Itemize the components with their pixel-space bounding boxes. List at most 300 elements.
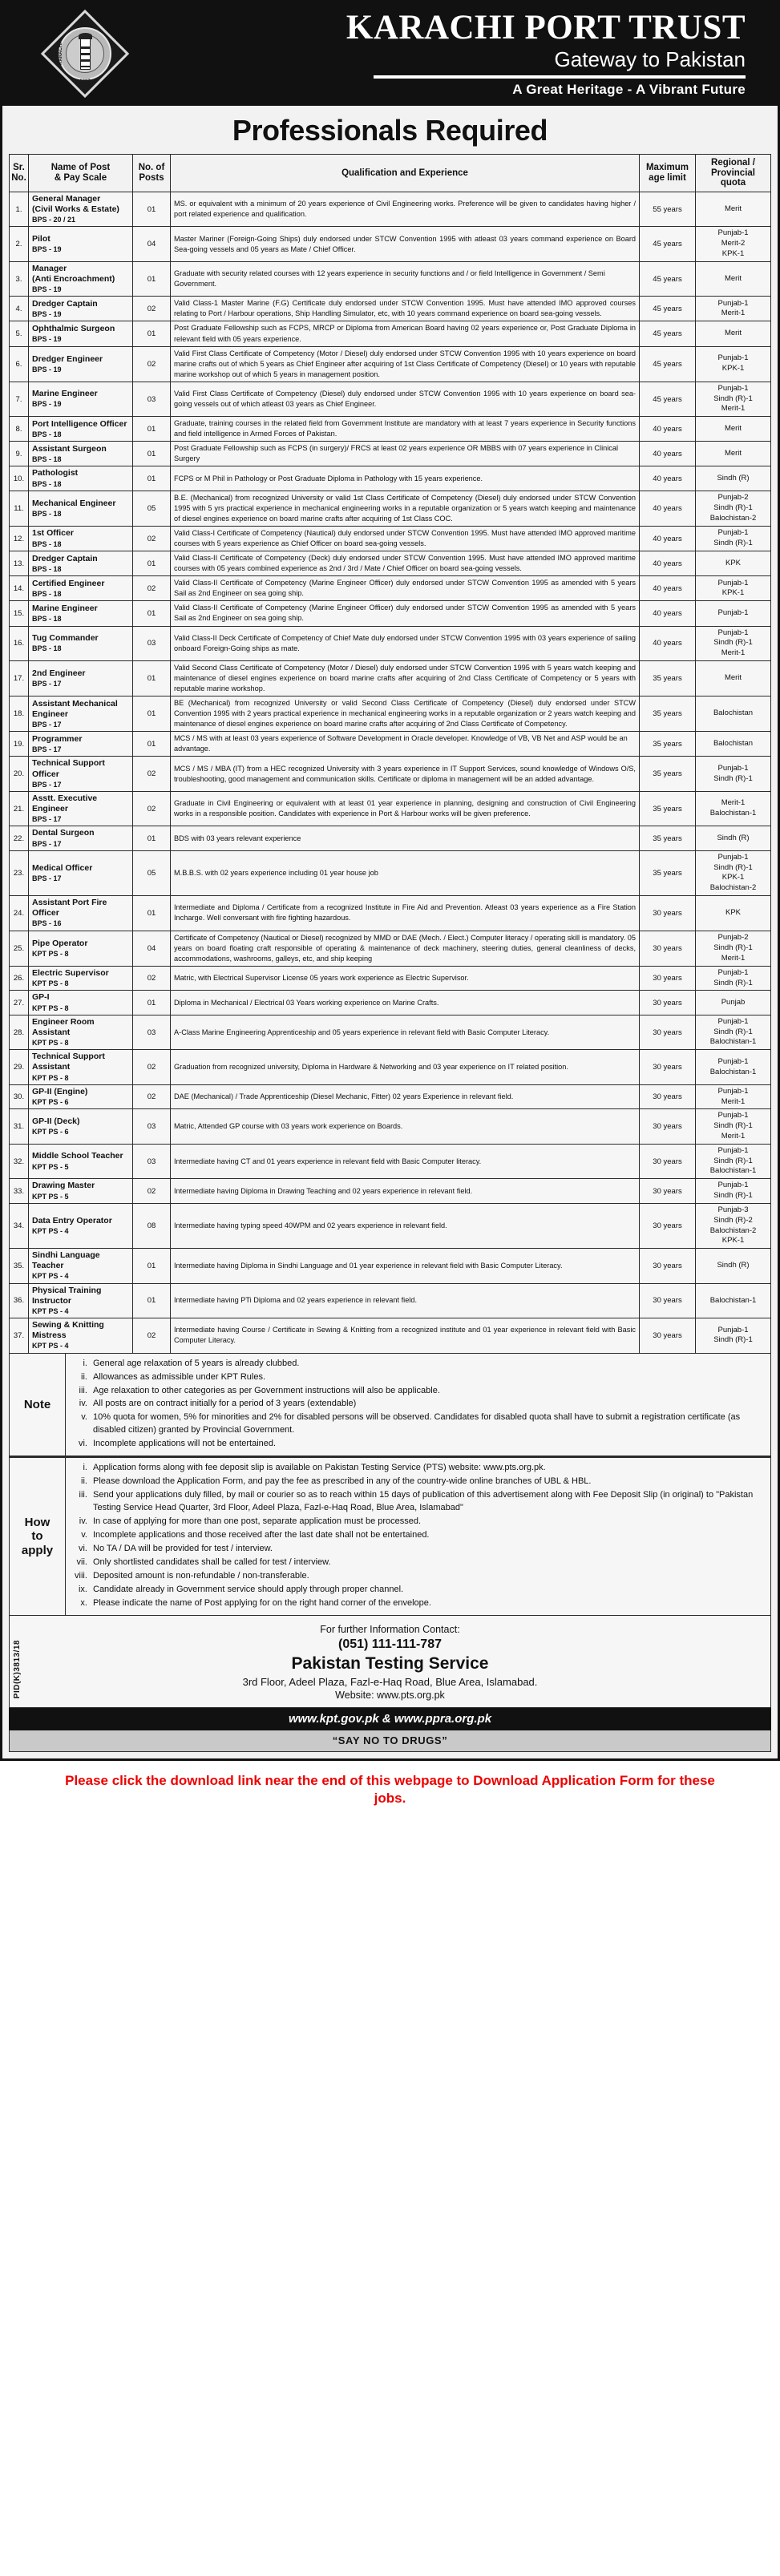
quota-entry: Sindh (R) (717, 833, 750, 842)
cell-qualification: Valid Class-II Certificate of Competency (Marine Engineer Officer) duly endorsed under STCW Convention 1995 as amended with 5 years Sail as 2nd Engineer on sea going ship. (171, 576, 640, 601)
cell-no-of-posts: 02 (133, 1084, 171, 1109)
post-title: Ophthalmic Surgeon (32, 323, 115, 333)
quota-entry: Punjab-1 (717, 298, 749, 308)
cell-age-limit: 35 years (640, 826, 696, 850)
table-row (10, 732, 771, 757)
quota-entry: Sindh (R)-1 (713, 1335, 753, 1345)
kpt-logo (25, 10, 145, 97)
how-to-apply-item: vii. Only shortlisted candidates shall be called for test / interview. (90, 1557, 764, 1569)
cell-no-of-posts: 02 (133, 966, 171, 991)
cell-quota (696, 850, 771, 895)
pay-scale: KPT PS - 8 (32, 949, 69, 958)
cell-post-name (29, 850, 133, 895)
post-title: Programmer (32, 733, 83, 744)
how-to-apply-item: i. Application forms along with fee deposit slip is available on Pakistan Testing Service (PTS) website: www.pts.org.pk. (90, 1462, 764, 1475)
cell-quota (696, 931, 771, 966)
cell-age-limit: 35 years (640, 696, 696, 732)
cell-age-limit: 45 years (640, 297, 696, 321)
cell-qualification: Graduate, training courses in the related field from Government Institute are mandatory with at least 7 years experience in Security functions and field intelligence in Armed Forces of Pakistan. (171, 417, 640, 442)
org-slogan: A Great Heritage - A Vibrant Future (512, 82, 746, 98)
cell-post-name (29, 966, 133, 991)
post-title-line2: Instructor (32, 1295, 72, 1306)
org-title: KARACHI PORT TRUST (346, 8, 746, 46)
cell-sr-no: 15. (10, 601, 29, 626)
say-no-to-drugs-bar: “SAY NO TO DRUGS” (9, 1730, 771, 1752)
table-row (10, 896, 771, 931)
cell-sr-no: 9. (10, 442, 29, 466)
pay-scale: KPT PS - 5 (32, 1162, 69, 1171)
cell-quota (696, 1084, 771, 1109)
quota-entry: Sindh (R)-1 (713, 978, 753, 987)
post-title: Asstt. Executive (32, 793, 98, 803)
cell-post-name (29, 626, 133, 660)
contact-heading: For further Information Contact: (320, 1623, 460, 1635)
quota-entry: KPK-1 (721, 364, 745, 373)
cell-age-limit: 30 years (640, 1318, 696, 1354)
table-row (10, 601, 771, 626)
pay-scale: BPS - 19 (32, 400, 62, 409)
quota-entry: Punjab-1 (717, 763, 749, 773)
cell-age-limit: 40 years (640, 442, 696, 466)
cell-post-name (29, 601, 133, 626)
quota-entry: Balochistan-1 (709, 1037, 757, 1047)
pay-scale: KPT PS - 6 (32, 1098, 69, 1107)
pay-scale: BPS - 17 (32, 745, 62, 753)
quota-entry: Merit (724, 204, 742, 213)
cell-qualification: Valid First Class Certificate of Competency (Motor / Diesel) duly endorsed under STCW Convention 1995 with 10 years experience on board marine crafts out of which 5 years as Chief Engineer after acquiring of 1st Class Certificate of Competency (Diesel) or 10 years with reputable marine workshop out of which 5 years in management position. (171, 346, 640, 382)
cell-no-of-posts: 01 (133, 551, 171, 576)
how-to-apply-item: ii. Please download the Application Form, and pay the fee as prescribed in any of the country-wide online branches of UBL & HBL. (90, 1476, 764, 1488)
cell-quota (696, 1144, 771, 1178)
cell-age-limit: 30 years (640, 1144, 696, 1178)
table-row (10, 321, 771, 346)
logo-label-port: PORT (78, 23, 92, 29)
cell-no-of-posts: 03 (133, 1109, 171, 1144)
post-title: GP-II (Deck) (32, 1116, 80, 1126)
cell-post-name (29, 1203, 133, 1248)
quota-entry: Punjab-1 (717, 528, 749, 538)
org-tagline: Gateway to Pakistan (554, 46, 746, 71)
cell-qualification: Valid Second Class Certificate of Competency (Motor / Diesel) duly endorsed under STCW Convention 1995 with 5 years watch keeping and maintenance of diesel engines experience on board marine crafts after acquiring of 2nd Class Certificate of Competency or 5 years with reputable marine workshop. (171, 660, 640, 696)
cell-sr-no: 3. (10, 261, 29, 297)
quota-entry: Merit-1 (721, 1096, 746, 1106)
table-row (10, 466, 771, 491)
cell-no-of-posts: 04 (133, 227, 171, 261)
cell-no-of-posts: 01 (133, 192, 171, 227)
cell-age-limit: 40 years (640, 601, 696, 626)
cell-qualification: MS. or equivalent with a minimum of 20 years experience of Civil Engineering works. Preference will be given to candidates having higher / port related experience and qualification. (171, 192, 640, 227)
quota-entry: Merit-1 (721, 798, 746, 808)
pay-scale: BPS - 17 (32, 874, 62, 882)
contact-phone: (051) 111-111-787 (337, 1637, 442, 1651)
pay-scale: BPS - 18 (32, 589, 62, 598)
cell-post-name (29, 576, 133, 601)
how-to-apply-label (10, 1458, 66, 1614)
cell-quota (696, 346, 771, 382)
cell-qualification: Matric, with Electrical Supervisor License 05 years work experience as Electric Supervisor. (171, 966, 640, 991)
cell-quota (696, 576, 771, 601)
cell-age-limit: 55 years (640, 192, 696, 227)
cell-post-name (29, 297, 133, 321)
table-row (10, 826, 771, 850)
table-row (10, 757, 771, 792)
post-title: Assistant Port Fire (32, 898, 107, 908)
cell-qualification: Intermediate having Diploma in Sindhi Language and 01 year experience in relevant field with Basic Computer Literacy. (171, 1249, 640, 1284)
how-to-apply-section (9, 1456, 771, 1615)
quota-entry: Sindh (R)-1 (713, 773, 753, 783)
cell-age-limit: 30 years (640, 966, 696, 991)
cell-quota (696, 297, 771, 321)
quota-entry: Punjab-2 (717, 932, 749, 942)
cell-sr-no: 37. (10, 1318, 29, 1354)
page-title: Professionals Required (232, 114, 548, 147)
cell-qualification: Diploma in Mechanical / Electrical 03 Years working experience on Marine Crafts. (171, 991, 640, 1015)
cell-age-limit: 30 years (640, 931, 696, 966)
cell-qualification: Intermediate having Course / Certificate in Sewing & Knitting from a recognized institute and 01 year experience in relevant field with Basic Computer Literacy. (171, 1318, 640, 1354)
cell-quota (696, 321, 771, 346)
quota-entry: Punjab-1 (717, 1145, 749, 1155)
table-row (10, 297, 771, 321)
post-title: Assistant Surgeon (32, 443, 107, 454)
note-item: ii. Allowances as admissible under KPT Rules. (90, 1371, 764, 1384)
quota-entry: Sindh (R) (717, 473, 750, 482)
table-header-row (10, 155, 771, 192)
cell-sr-no: 26. (10, 966, 29, 991)
pay-scale: BPS - 18 (32, 539, 62, 548)
cell-no-of-posts: 01 (133, 261, 171, 297)
column-header-quota: Regional / Provincial quota (696, 155, 771, 192)
quota-entry: Punjab (721, 997, 746, 1007)
cell-age-limit: 40 years (640, 491, 696, 526)
how-to-apply-item: ix. Candidate already in Government service should apply through proper channel. (90, 1584, 764, 1597)
cell-quota (696, 660, 771, 696)
post-title: 2nd Engineer (32, 668, 86, 678)
cell-age-limit: 40 years (640, 527, 696, 551)
quota-entry: Merit (724, 329, 742, 338)
cell-quota (696, 601, 771, 626)
pay-scale: BPS - 18 (32, 454, 62, 463)
quota-entry: KPK (725, 907, 741, 917)
post-title: Technical Support (32, 758, 105, 769)
cell-no-of-posts: 08 (133, 1203, 171, 1248)
cell-qualification: FCPS or M Phil in Pathology or Post Graduate Diploma in Pathology with 15 years experience. (171, 466, 640, 491)
jobs-table (9, 154, 771, 1354)
quota-entry: Punjab-1 (717, 1016, 749, 1026)
note-item: iii. Age relaxation to other categories as per Government instructions will also be applicable. (90, 1385, 764, 1398)
cell-qualification: B.E. (Mechanical) from recognized University or valid 1st Class Certificate of Competency (Diesel) duly endorsed under STCW Convention 1995 with 5 yrs practical experience in mechanical engineering works in a reputable organization or 5 years watch keeping and maintenance of diesel engines experience on board marine crafts after acquiring of 1st Class COC. (171, 491, 640, 526)
cell-post-name (29, 791, 133, 826)
contact-section (9, 1616, 771, 1708)
post-title-line2: Assistant (32, 1062, 71, 1072)
table-row (10, 696, 771, 732)
pay-scale: BPS - 18 (32, 564, 62, 573)
quota-entry: KPK-1 (721, 249, 745, 259)
cell-qualification: BE (Mechanical) from recognized University or valid Second Class Certificate of Competency (Diesel) duly endorsed under STCW Convention 1995 with 2 years practical experience in mechanical engineering works in a reputable organization or 2 years watch keeping and maintenance of diesel engines experience on board marine crafts after acquiring of 2nd Class Certificate of Competency. (171, 696, 640, 732)
quota-entry: KPK-1 (721, 588, 745, 598)
post-title: Sindhi Language Teacher (32, 1250, 100, 1271)
cell-quota (696, 1318, 771, 1354)
cell-qualification: M.B.B.S. with 02 years experience including 01 year house job (171, 850, 640, 895)
table-row (10, 576, 771, 601)
pay-scale: BPS - 19 (32, 245, 62, 254)
cell-qualification: Matric, Attended GP course with 03 years work experience on Boards. (171, 1109, 640, 1144)
cell-post-name (29, 192, 133, 227)
cell-age-limit: 30 years (640, 1249, 696, 1284)
quota-entry: Sindh (R)-1 (713, 638, 753, 648)
cell-sr-no: 6. (10, 346, 29, 382)
post-title: General Manager (32, 193, 101, 204)
contact-website[interactable]: Website: www.pts.org.pk (335, 1689, 445, 1701)
table-row (10, 1249, 771, 1284)
quota-entry: Balochistan-1 (709, 1295, 757, 1305)
column-header-no-of-posts: No. of Posts (133, 155, 171, 192)
column-header-age-limit: Maximum age limit (640, 155, 696, 192)
cell-no-of-posts: 02 (133, 1179, 171, 1204)
download-instruction-note: Please click the download link near the end of this webpage to Download Application Form for these jobs. (65, 1772, 715, 1807)
quota-entry: Merit (724, 423, 742, 433)
cell-qualification: Intermediate and Diploma / Certificate from a recognized Institute in Fire Aid and Prevention. Atleast 03 years experience as a Fire Station Incharge. Well conversant with fire fighting hazardous. (171, 896, 640, 931)
cell-no-of-posts: 01 (133, 826, 171, 850)
cell-qualification: Valid Class-1 Master Marine (F.G) Certificate duly endorsed under STCW Convention 1995. Must have attended IMO approved courses relating to Port / Harbour operations, Ship Handling Simulator, etc, with 10 years command experience on board sea-going vessels. (171, 297, 640, 321)
cell-sr-no: 1. (10, 192, 29, 227)
cell-post-name (29, 261, 133, 297)
cell-post-name (29, 757, 133, 792)
table-row (10, 1109, 771, 1144)
table-row (10, 626, 771, 660)
cell-sr-no: 12. (10, 527, 29, 551)
cell-sr-no: 21. (10, 791, 29, 826)
cell-quota (696, 826, 771, 850)
table-row (10, 382, 771, 416)
advertisement-body (0, 104, 780, 1761)
cell-sr-no: 18. (10, 696, 29, 732)
pay-scale: KPT PS - 8 (32, 1073, 69, 1082)
post-title-line2: Officer (32, 908, 59, 919)
cell-quota (696, 1050, 771, 1085)
quota-entry: Sindh (R)-1 (713, 503, 753, 513)
cell-no-of-posts: 01 (133, 442, 171, 466)
quota-entry: Punjab-1 (717, 1086, 749, 1096)
cell-no-of-posts: 01 (133, 696, 171, 732)
table-row (10, 1144, 771, 1178)
pay-scale: KPT PS - 8 (32, 1039, 69, 1048)
cell-qualification: A-Class Marine Engineering Apprenticeship and 05 years experience in relevant field with Basic Computer Literacy. (171, 1015, 640, 1050)
quota-entry: Balochistan-1 (709, 809, 757, 818)
cell-quota (696, 1015, 771, 1050)
cell-age-limit: 35 years (640, 850, 696, 895)
table-row (10, 261, 771, 297)
cell-no-of-posts: 01 (133, 601, 171, 626)
pay-scale: BPS - 17 (32, 720, 62, 729)
table-row (10, 417, 771, 442)
post-title-line2: Engineer (32, 804, 68, 814)
cell-quota (696, 696, 771, 732)
cell-quota (696, 791, 771, 826)
pay-scale: BPS - 17 (32, 680, 62, 688)
cell-no-of-posts: 05 (133, 491, 171, 526)
quota-entry: Punjab-1 (717, 1111, 749, 1120)
pay-scale: KPT PS - 4 (32, 1342, 69, 1351)
post-title: Marine Engineer (32, 603, 98, 613)
cell-no-of-posts: 01 (133, 321, 171, 346)
pay-scale: BPS - 17 (32, 815, 62, 824)
cell-qualification: MCS / MS / MBA (IT) from a HEC recognized University with 3 years experience in IT Support Services, sound knowledge of Windows O/S, troubleshooting, good management and communication skills. Certificate or diploma in management will be an added advantage. (171, 757, 640, 792)
cell-post-name (29, 1144, 133, 1178)
header-divider (374, 75, 746, 79)
cell-sr-no: 25. (10, 931, 29, 966)
pay-scale: BPS - 19 (32, 285, 62, 294)
cell-no-of-posts: 03 (133, 1144, 171, 1178)
cell-quota (696, 626, 771, 660)
cell-post-name (29, 826, 133, 850)
cell-no-of-posts: 02 (133, 757, 171, 792)
quota-entry: Merit-1 (721, 309, 746, 318)
cell-post-name (29, 346, 133, 382)
pay-scale: BPS - 18 (32, 509, 62, 518)
note-list (69, 1358, 764, 1452)
quota-entry: Merit (724, 449, 742, 458)
how-to-apply-item: iv. In case of applying for more than one post, separate application must be processed. (90, 1516, 764, 1528)
cell-no-of-posts: 02 (133, 1050, 171, 1085)
cell-post-name (29, 321, 133, 346)
cell-quota (696, 442, 771, 466)
cell-post-name (29, 696, 133, 732)
cell-qualification: Valid Class-II Deck Certificate of Competency of Chief Mate duly endorsed under STCW Convention 1995 with 03 years experience of sailing onboard Foreign-Going ships as mate. (171, 626, 640, 660)
cell-no-of-posts: 01 (133, 896, 171, 931)
quota-entry: Sindh (R)-1 (713, 1156, 753, 1165)
quota-entry: Sindh (R)-1 (713, 943, 753, 952)
post-title-line2: (Civil Works & Estate) (32, 204, 119, 215)
cell-quota (696, 551, 771, 576)
note-section (9, 1354, 771, 1457)
pay-scale: BPS - 16 (32, 919, 62, 928)
cell-post-name (29, 931, 133, 966)
quota-entry: Merit-1 (721, 648, 746, 658)
quota-entry: Sindh (R)-1 (713, 539, 753, 548)
quota-entry: Sindh (R)-1 (713, 1191, 753, 1201)
cell-sr-no: 4. (10, 297, 29, 321)
cell-qualification: MCS / MS with at least 03 years experience of Software Development in Oracle developer. Knowledge of VB, VB Net and ASP would be an advantage. (171, 732, 640, 757)
table-row (10, 551, 771, 576)
table-row (10, 346, 771, 382)
pay-scale: BPS - 17 (32, 780, 62, 789)
lighthouse-icon (80, 38, 91, 70)
cell-post-name (29, 442, 133, 466)
post-title: 1st Officer (32, 528, 74, 539)
cell-qualification: Intermediate having typing speed 40WPM and 02 years experience in relevant field. (171, 1203, 640, 1248)
quota-entry: Balochistan-2 (709, 883, 757, 893)
cell-post-name (29, 991, 133, 1015)
post-title: Manager (32, 263, 67, 273)
table-row (10, 491, 771, 526)
pay-scale: BPS - 19 (32, 309, 62, 318)
cell-post-name (29, 732, 133, 757)
logo-label-karachi: KARACHI (58, 42, 63, 65)
table-row (10, 991, 771, 1015)
note-item: iv. All posts are on contract initially for a period of 3 years (extendable) (90, 1398, 764, 1411)
quota-entry: Punjab-1 (717, 228, 749, 238)
how-to-apply-label-line2: to (31, 1529, 43, 1544)
post-title-line2: Mistress (32, 1330, 67, 1341)
table-row (10, 227, 771, 261)
quota-entry: Merit (724, 273, 742, 283)
quota-entry: Punjab-1 (717, 1325, 749, 1334)
quota-entry: Balochistan-1 (709, 1067, 757, 1076)
pay-scale: KPT PS - 4 (32, 1226, 69, 1235)
cell-no-of-posts: 01 (133, 417, 171, 442)
cell-no-of-posts: 02 (133, 1318, 171, 1354)
how-to-apply-label-line1: How (24, 1516, 51, 1530)
cell-no-of-posts: 03 (133, 626, 171, 660)
cell-post-name (29, 896, 133, 931)
post-title: Technical Support (32, 1052, 105, 1062)
cell-qualification: BDS with 03 years relevant experience (171, 826, 640, 850)
quota-entry: Balochistan (713, 739, 754, 749)
how-to-apply-list (69, 1462, 764, 1609)
cell-quota (696, 382, 771, 416)
pay-scale: BPS - 20 / 21 (32, 216, 76, 224)
cell-age-limit: 35 years (640, 791, 696, 826)
pay-scale: BPS - 18 (32, 479, 62, 488)
cell-quota (696, 527, 771, 551)
cell-post-name (29, 1109, 133, 1144)
table-row (10, 850, 771, 895)
quota-entry: Balochistan-2 (709, 1225, 757, 1235)
quota-entry: Balochistan (713, 709, 754, 718)
post-title: Medical Officer (32, 862, 93, 873)
official-websites-bar[interactable]: www.kpt.gov.pk & www.ppra.org.pk (9, 1708, 771, 1730)
pay-scale: BPS - 19 (32, 365, 62, 373)
quota-entry: Punjab-1 (717, 967, 749, 977)
cell-post-name (29, 1015, 133, 1050)
cell-no-of-posts: 03 (133, 1015, 171, 1050)
pay-scale: KPT PS - 5 (32, 1192, 69, 1201)
cell-qualification: Valid Class-I Certificate of Competency (Nautical) duly endorsed under STCW Convention 1995. Must have attended IMO approved maritime courses with 5 years experience as Chief Officer on board sea-going vessels. (171, 527, 640, 551)
quota-entry: Sindh (R)-1 (713, 1027, 753, 1036)
cell-post-name (29, 417, 133, 442)
cell-qualification: DAE (Mechanical) / Trade Apprenticeship (Diesel Mechanic, Fitter) 02 years Experience in relevant field. (171, 1084, 640, 1109)
cell-quota (696, 417, 771, 442)
quota-entry: Punjab-1 (717, 628, 749, 637)
cell-qualification: Valid Class-II Certificate of Competency (Marine Engineer Officer) duly endorsed under STCW Convention 1995 as amended with 5 years Sail as 2nd Engineer on sea going ship. (171, 601, 640, 626)
cell-age-limit: 40 years (640, 576, 696, 601)
kpt-header-banner (0, 0, 780, 104)
table-row (10, 1050, 771, 1085)
quota-entry: Punjab-1 (717, 1056, 749, 1066)
table-row (10, 442, 771, 466)
cell-post-name (29, 1249, 133, 1284)
cell-sr-no: 5. (10, 321, 29, 346)
cell-post-name (29, 1283, 133, 1318)
cell-quota (696, 757, 771, 792)
cell-sr-no: 24. (10, 896, 29, 931)
pay-scale: KPT PS - 4 (32, 1272, 69, 1281)
cell-sr-no: 29. (10, 1050, 29, 1085)
table-row (10, 1203, 771, 1248)
post-title: Sewing & Knitting (32, 1320, 104, 1330)
cell-post-name (29, 1084, 133, 1109)
note-item: vi. Incomplete applications will not be entertained. (90, 1438, 764, 1451)
cell-post-name (29, 660, 133, 696)
quota-entry: Sindh (R)-1 (713, 394, 753, 403)
cell-sr-no: 20. (10, 757, 29, 792)
post-title: GP-II (Engine) (32, 1086, 88, 1096)
cell-post-name (29, 466, 133, 491)
post-title: Dredger Engineer (32, 353, 103, 364)
cell-quota (696, 991, 771, 1015)
cell-post-name (29, 382, 133, 416)
cell-sr-no: 23. (10, 850, 29, 895)
